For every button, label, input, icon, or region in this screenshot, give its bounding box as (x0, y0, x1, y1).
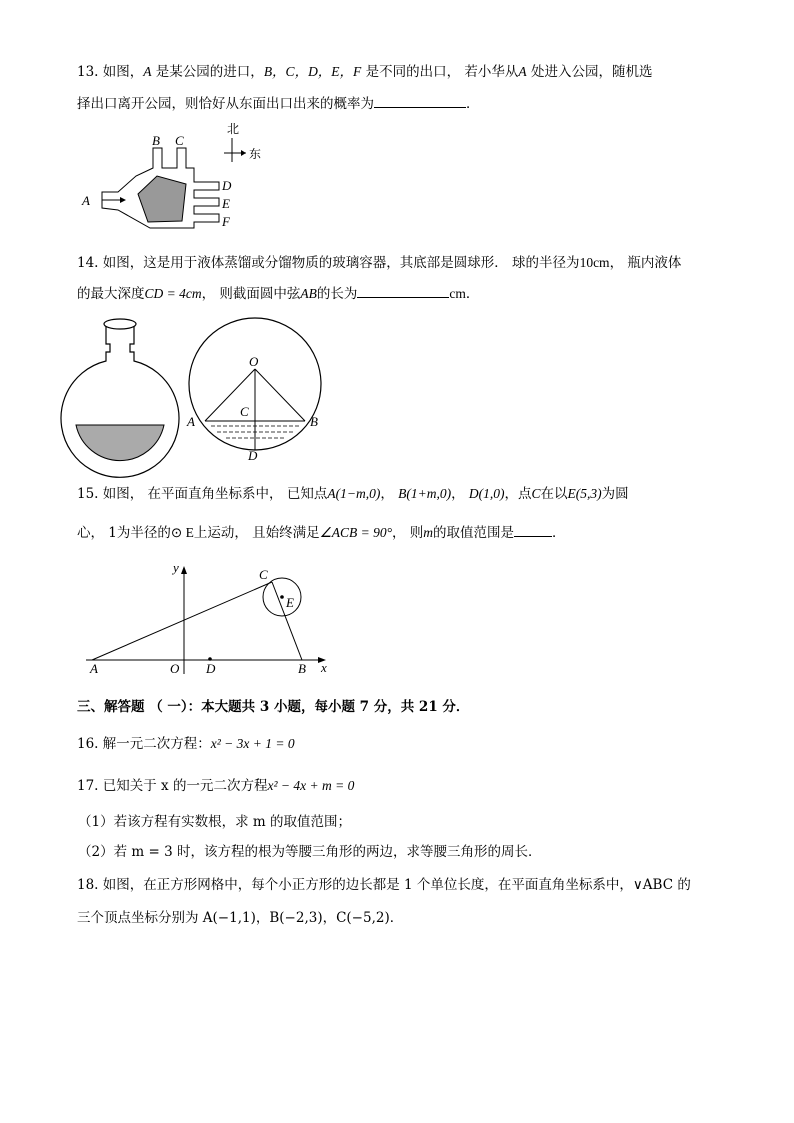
q16: 16. 解一元二次方程：x² − 3x + 1 = 0 (77, 736, 295, 752)
q17-part1: （1）若该方程有实数根，求 m 的取值范围； (78, 814, 351, 830)
svg-text:A: A (187, 414, 195, 429)
svg-text:C: C (175, 133, 184, 148)
svg-text:x: x (321, 660, 327, 675)
answer-blank[interactable] (374, 93, 466, 108)
q14-line1: 14. 如图，这是用于液体蒸馏或分馏物质的玻璃容器，其底部是圆球形． 球的半径为10cm， 瓶内液体 (77, 255, 682, 271)
svg-text:B: B (152, 133, 160, 148)
flask-figure (74, 314, 324, 464)
q17: 17. 已知关于 x 的一元二次方程x² − 4x + m = 0 (77, 778, 355, 794)
svg-text:D: D (206, 661, 216, 676)
north-label: 北 (227, 122, 240, 136)
svg-text:D: D (248, 448, 258, 463)
svg-text:C: C (259, 567, 268, 582)
svg-text:D: D (222, 178, 232, 193)
svg-text:O: O (170, 661, 180, 676)
q17-part2: （2）若 m = 3 时，该方程的根为等腰三角形的两边，求等腰三角形的周长． (78, 844, 542, 860)
svg-text:E: E (286, 595, 294, 610)
svg-text:y: y (173, 560, 179, 575)
q13-line1: 13. 如图，A 是某公园的进口，B，C，D，E，F 是不同的出口， 若小华从A 处进入公园，随机选 (77, 64, 653, 80)
q15-line1: 15. 如图， 在平面直角坐标系中， 已知点A(1−m,0)， B(1+m,0)， D(1,0)，点C在以E(5,3)为圆 (77, 486, 629, 502)
svg-text:E: E (222, 196, 230, 211)
svg-text:O: O (249, 354, 259, 369)
section-heading: 三、解答题 （ 一）：本大题共 3 小题，每小题 7 分，共 21 分． (77, 699, 470, 715)
east-label: 东 (249, 147, 262, 161)
q14-line2: 的最大深度CD = 4cm， 则截面圆中弦AB的长为 cm． (77, 283, 479, 304)
q13-line2: 择出口离开公园，则恰好从东面出口出来的概率为 ． (77, 93, 480, 114)
svg-text:C: C (240, 404, 249, 419)
answer-blank[interactable] (357, 283, 449, 298)
q15-line2: 心， 1为半径的⊙ E上运动， 且始终满足∠ACB = 90°， 则m的取值范围是 ． (77, 522, 566, 543)
answer-blank[interactable] (514, 522, 552, 537)
q18-line2: 三个顶点坐标分别为 A(−1,1)，B(−2,3)，C(−5,2)． (77, 910, 404, 926)
svg-text:B: B (298, 661, 306, 676)
q18-line1: 18. 如图，在正方形网格中，每个小正方形的边长都是 1 个单位长度，在平面直角坐标系中，∨ABC 的 (77, 877, 691, 893)
park-figure (78, 118, 278, 240)
coordinate-figure (82, 558, 342, 682)
svg-text:A: A (90, 661, 98, 676)
svg-text:B: B (310, 414, 318, 429)
svg-text:A: A (82, 193, 90, 208)
svg-text:F: F (222, 214, 230, 229)
